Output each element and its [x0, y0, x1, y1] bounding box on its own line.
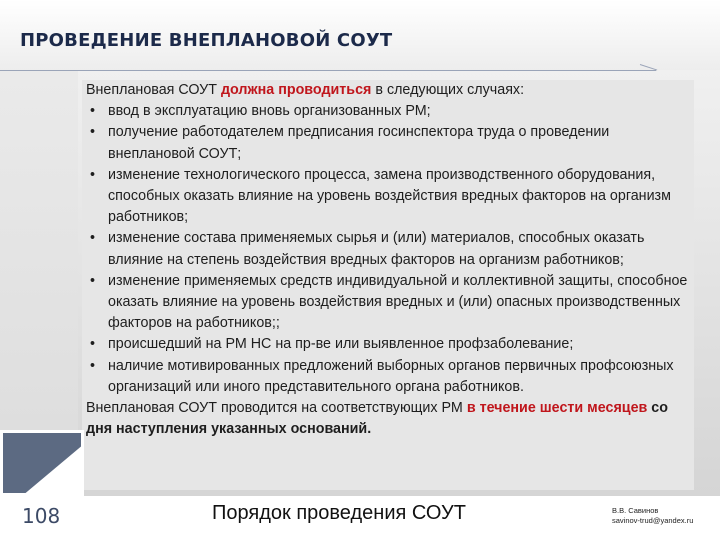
left-decor-bar: [0, 71, 78, 491]
list-item: [86, 165, 690, 229]
list-item-text: происшедший на РМ НС на пр-ве или выявленное профзаболевание;: [108, 336, 574, 353]
bullet-icon: •: [90, 272, 96, 289]
bullet-icon: •: [90, 103, 96, 120]
footer-title: Порядок проведения СОУТ: [212, 502, 466, 524]
slide-title: ПРОВЕДЕНИЕ ВНЕПЛАНОВОЙ СОУТ: [20, 30, 393, 51]
bullet-icon: •: [90, 166, 96, 183]
list-item-text: изменение состава применяемых сырья и (или) материалов, способных оказать влияние на степень воздействия вредных факторов на организм работников;: [108, 230, 645, 268]
closing-text-after: со дня наступления указанных оснований.: [86, 400, 668, 438]
list-item: [86, 356, 690, 398]
list-item: [86, 122, 690, 164]
list-item: [86, 228, 690, 270]
bullet-icon: •: [90, 357, 96, 374]
corner-accent-box: [0, 430, 84, 496]
list-item-text: изменение технологического процесса, замена производственного оборудования, способных оказать влияние на уровень воздействия вредных факторов на организм работников;: [108, 166, 671, 226]
list-item-text: получение работодателем предписания госинспектора труда о проведении внеплановой СОУТ;: [108, 124, 610, 162]
bullet-list: [86, 101, 690, 398]
intro-highlight: должна проводиться: [220, 82, 372, 98]
intro-paragraph: [86, 80, 690, 101]
bullet-icon: •: [90, 336, 96, 353]
author-name: В.В. Савинов: [612, 506, 659, 515]
list-item-text: наличие мотивированных предложений выборных органов первичных профсоюзных организаций или иного представительного органа работников.: [108, 357, 674, 395]
list-item: [86, 271, 690, 335]
author-email: savinov-trud@yandex.ru: [612, 516, 694, 525]
intro-text-before: Внеплановая СОУТ: [86, 82, 221, 98]
content-box: [82, 80, 694, 490]
page-number: 108: [22, 504, 61, 528]
bullet-icon: •: [90, 230, 96, 247]
list-item-text: ввод в эксплуатацию вновь организованных РМ;: [108, 103, 431, 120]
closing-highlight: в течение шести месяцев: [466, 400, 648, 417]
closing-text-before: Внеплановая СОУТ проводится на соответствующих РМ: [86, 400, 467, 417]
title-divider: [0, 70, 656, 71]
list-item-text: изменение применяемых средств индивидуальной и коллективной защиты, способное оказать влияние на уровень воздействия вредных и (или) опасных производственных факторов на работников;;: [108, 272, 688, 332]
list-item: [86, 101, 690, 122]
list-item: [86, 334, 690, 355]
closing-paragraph: [86, 398, 690, 440]
intro-text-after: в следующих случаях:: [371, 82, 525, 98]
footer-author: [612, 506, 716, 526]
bullet-icon: •: [90, 124, 96, 141]
